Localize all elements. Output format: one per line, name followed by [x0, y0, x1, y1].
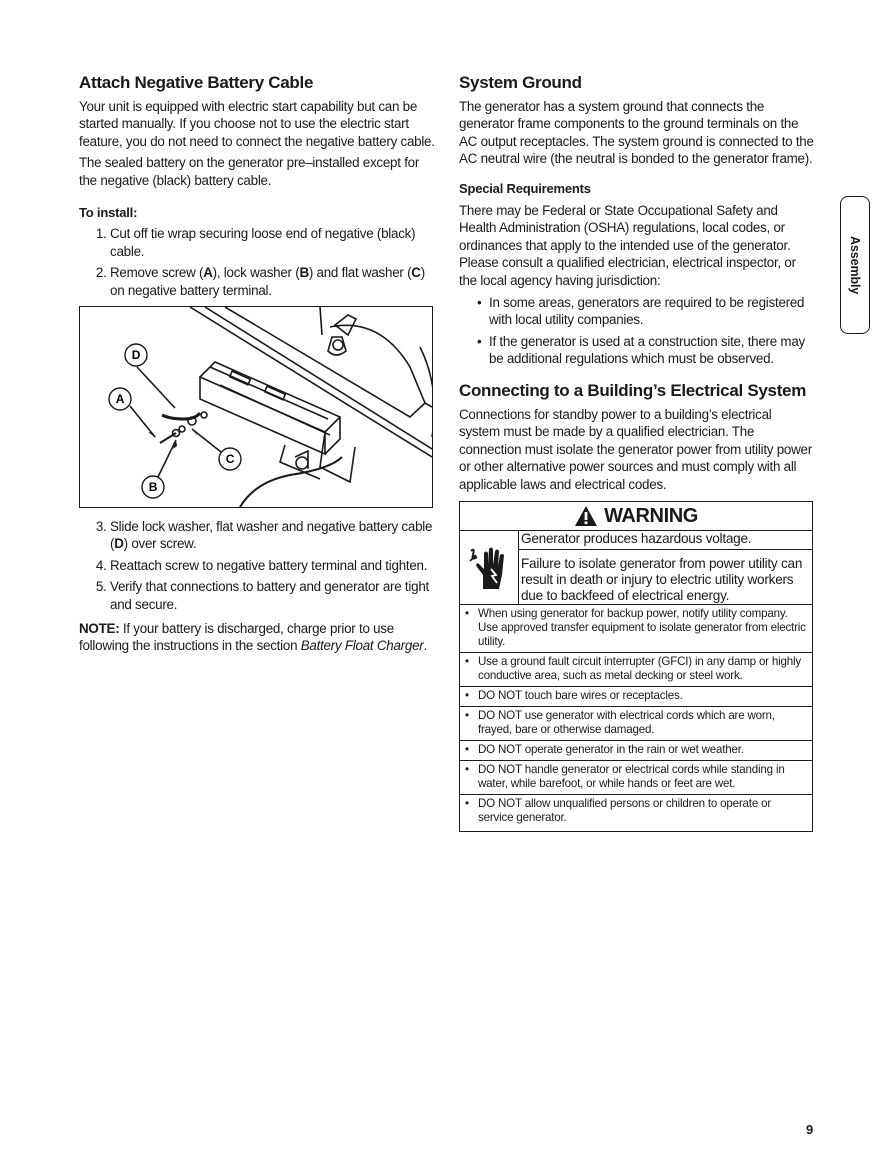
section-heading-negative-cable: Attach Negative Battery Cable [79, 73, 314, 92]
install-step: 4. Reattach screw to negative battery terminal and tighten. [110, 557, 435, 575]
note-paragraph: NOTE: If your battery is discharged, charge prior to use following the instructions in the section Battery Float Charger. [79, 620, 427, 654]
electric-shock-hand-icon [469, 545, 509, 591]
list-item: • In some areas, generators are required to be registered with local utility companies. [489, 294, 815, 329]
warning-summary [460, 531, 812, 605]
warning-title: WARNING [604, 504, 698, 527]
section-heading-system-ground: System Ground [459, 73, 582, 92]
warning-item: • When using generator for backup power, notify utility company. Use approved transfer equipment to isolate generator from electric utility. [460, 605, 812, 653]
battery-paragraph: The sealed battery on the generator pre–installed except for the negative (black) battery cable. [79, 155, 420, 188]
install-step: 5. Verify that connections to battery and generator are tight and secure. [110, 578, 435, 613]
warning-box [459, 501, 813, 832]
assembly-side-tab [840, 196, 870, 334]
building-connection-paragraph: Connections for standby power to a building’s electrical system must be made by a qualified electrician. The connection must isolate the generator power from utility power or other alternative power sources and must comply with all applicable laws and electrical codes. [459, 406, 812, 492]
side-tab-label: Assembly [848, 235, 862, 295]
warning-header [460, 502, 812, 531]
system-ground-paragraph: The generator has a system ground that connects the generator frame components to the ground terminals on the AC output receptacles. The system ground is connected to the AC neutral wire (the neutral is bonded to the generator frame). [459, 98, 814, 167]
warning-item: • DO NOT use generator with electrical cords which are worn, frayed, bare or otherwise damaged. [460, 707, 812, 741]
figure-label-b: B [148, 479, 158, 494]
special-requirements-paragraph: There may be Federal or State Occupational Safety and Health Administration (OSHA) regulations, local codes, or ordinances that apply to the intended use of the generator. Please consult a qualified electrician, electrical inspector, or the local agency having jurisdiction: [459, 202, 796, 288]
section-heading-building-connection: Connecting to a Building’s Electrical System [459, 380, 807, 400]
install-heading: To install: [79, 204, 138, 220]
warning-line-backfeed: Failure to isolate generator from power utility can result in death or injury to electric utility workers due to backfeed of electrical energy. [521, 556, 803, 604]
warning-triangle-icon [574, 505, 598, 527]
figure-label-d: D [131, 347, 141, 362]
warning-text [519, 531, 812, 604]
warning-item: • DO NOT touch bare wires or receptacles. [460, 687, 812, 707]
warning-line-voltage: Generator produces hazardous voltage. [519, 531, 812, 550]
install-step: 1. Cut off tie wrap securing loose end of negative (black) cable. [110, 225, 435, 260]
intro-paragraph: Your unit is equipped with electric start capability but can be started manually. If you choose not to use the electric start feature, you do not need to connect the negative battery cable. [79, 98, 435, 149]
install-steps-a [79, 225, 435, 299]
requirements-list [459, 294, 815, 368]
list-item: • If the generator is used at a construction site, there may be additional regulations which must be observed. [489, 333, 815, 368]
install-step: 2. Remove screw (A), lock washer (B) and flat washer (C) on negative battery terminal. [110, 264, 435, 299]
warning-item: • DO NOT operate generator in the rain or wet weather. [460, 741, 812, 761]
left-column [79, 74, 435, 659]
figure-label-a: A [115, 391, 125, 406]
warning-list [460, 605, 812, 831]
battery-terminal-figure [79, 306, 433, 508]
right-column [459, 74, 815, 832]
warning-item: • DO NOT handle generator or electrical cords while standing in water, while barefoot, or while hands or feet are wet. [460, 761, 812, 795]
special-requirements-heading: Special Requirements [459, 180, 591, 196]
warning-item: • Use a ground fault circuit interrupter (GFCI) in any damp or highly conductive area, such as metal decking or steel work. [460, 653, 812, 687]
battery-terminal-illustration [80, 307, 432, 507]
warning-icon-cell [460, 531, 519, 604]
page-number: 9 [806, 1122, 814, 1137]
figure-label-c: C [225, 451, 235, 466]
warning-item: • DO NOT allow unqualified persons or children to operate or service generator. [460, 795, 812, 831]
install-step: 3. Slide lock washer, flat washer and negative battery cable (D) over screw. [110, 518, 435, 553]
install-steps-b [79, 518, 435, 614]
